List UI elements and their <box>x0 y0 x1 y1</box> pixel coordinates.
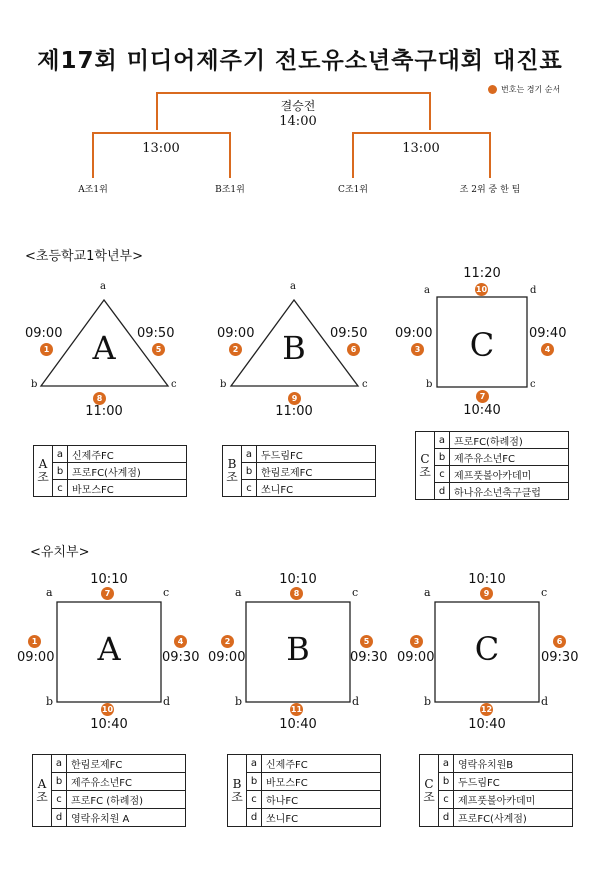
match-time: 10:40 <box>90 717 128 732</box>
team-name: 제프풋볼아카데미 <box>450 466 569 483</box>
team-key: a <box>52 755 67 773</box>
match-order-badge: 1 <box>28 635 41 648</box>
group-name: B <box>282 329 306 367</box>
match-order-badge: 3 <box>411 343 424 356</box>
vertex-a: a <box>235 586 242 599</box>
team-name: 프로FC (하례점) <box>67 791 186 809</box>
vertex-c: c <box>362 379 368 390</box>
team-key: b <box>242 463 257 480</box>
team-key: b <box>53 463 68 480</box>
team-key: b <box>435 449 450 466</box>
match-time: 10:10 <box>90 572 128 587</box>
team-key: d <box>247 809 262 827</box>
section-kindergarten: <유치부> <box>30 545 90 560</box>
slot-a1: A조1위 <box>78 185 108 195</box>
match-order-badge: 11 <box>290 705 303 714</box>
team-table-kg-a <box>32 754 186 827</box>
vertex-b: b <box>424 695 432 708</box>
vertex-d: d <box>352 695 360 708</box>
semi-left-time: 13:00 <box>142 141 180 156</box>
vertex-b: b <box>31 379 38 390</box>
group-name: C <box>469 326 495 364</box>
team-name: 하나FC <box>262 791 381 809</box>
final-time: 14:00 <box>279 114 317 129</box>
vertex-a: a <box>46 586 53 599</box>
match-order-badge: 6 <box>553 635 566 648</box>
match-time: 09:00 <box>217 326 255 341</box>
team-name: 프로FC(하례점) <box>450 432 569 449</box>
team-key: b <box>52 773 67 791</box>
match-time: 09:00 <box>208 650 246 665</box>
team-table-kg-b <box>227 754 381 827</box>
team-key: d <box>52 809 67 827</box>
match-time: 09:30 <box>541 650 579 665</box>
team-name: 영락유치원B <box>454 755 573 773</box>
team-name: 한림로제FC <box>67 755 186 773</box>
match-time: 10:10 <box>279 572 317 587</box>
team-key: d <box>439 809 454 827</box>
match-order-badge: 7 <box>101 587 114 600</box>
match-time: 09:50 <box>330 326 368 341</box>
match-time: 09:30 <box>350 650 388 665</box>
vertex-c: c <box>171 379 177 390</box>
team-name: 두드림FC <box>257 446 376 463</box>
match-time: 10:40 <box>468 717 506 732</box>
match-order-badge: 1 <box>40 343 53 356</box>
match-time: 10:10 <box>468 572 506 587</box>
group-label: B조 <box>223 446 242 497</box>
team-name: 제주유소년FC <box>67 773 186 791</box>
team-name: 바모스FC <box>262 773 381 791</box>
vertex-a: a <box>100 281 106 292</box>
team-name: 프로FC(사계점) <box>68 463 187 480</box>
match-time: 09:50 <box>137 326 175 341</box>
vertex-d: d <box>541 695 549 708</box>
vertex-c: c <box>541 586 548 599</box>
team-key: b <box>439 773 454 791</box>
team-key: b <box>247 773 262 791</box>
slot-b1: B조1위 <box>215 185 245 195</box>
section-elementary: <초등학교1학년부> <box>25 249 143 264</box>
vertex-a: a <box>424 285 430 296</box>
team-name: 제주유소년FC <box>450 449 569 466</box>
match-time: 09:40 <box>529 326 567 341</box>
match-time: 09:00 <box>25 326 63 341</box>
match-order-badge: 3 <box>410 635 423 648</box>
slot-runner-up: 조 2위 중 한 팀 <box>459 185 521 195</box>
team-name: 쏘니FC <box>262 809 381 827</box>
team-key: c <box>435 466 450 483</box>
match-time: 11:00 <box>275 404 313 419</box>
vertex-a: a <box>290 281 296 292</box>
match-time: 09:00 <box>395 326 433 341</box>
team-key: c <box>242 480 257 497</box>
match-order-badge: 4 <box>541 343 554 356</box>
group-name: A <box>92 329 116 367</box>
semi-right-time: 13:00 <box>402 141 440 156</box>
match-time: 10:40 <box>279 717 317 732</box>
team-key: d <box>435 483 450 500</box>
match-order-badge: 6 <box>347 343 360 356</box>
team-name: 신제주FC <box>68 446 187 463</box>
group-name: B <box>286 630 310 668</box>
match-order-badge: 10 <box>475 285 488 294</box>
team-name: 신제주FC <box>262 755 381 773</box>
vertex-a: a <box>424 586 431 599</box>
match-time: 09:30 <box>162 650 200 665</box>
team-key: a <box>247 755 262 773</box>
match-order-badge: 4 <box>174 635 187 648</box>
vertex-c: c <box>530 379 536 390</box>
match-time: 10:40 <box>463 403 501 418</box>
team-table-kg-c <box>419 754 573 827</box>
final-label: 결승전 <box>280 99 316 113</box>
legend-text: 번호는 경기 순서 <box>501 85 561 94</box>
group-label: A조 <box>34 446 53 497</box>
vertex-c: c <box>352 586 359 599</box>
team-name: 한림로제FC <box>257 463 376 480</box>
group-label: B조 <box>228 755 247 827</box>
vertex-c: c <box>163 586 170 599</box>
match-time: 11:00 <box>85 404 123 419</box>
match-time: 09:00 <box>17 650 55 665</box>
group-name: C <box>474 630 500 668</box>
match-order-badge: 10 <box>101 705 114 714</box>
match-order-badge: 8 <box>290 587 303 600</box>
vertex-d: d <box>530 285 537 296</box>
team-key: c <box>53 480 68 497</box>
team-key: a <box>53 446 68 463</box>
group-name: A <box>97 630 121 668</box>
match-order-badge: 5 <box>152 343 165 356</box>
team-key: a <box>435 432 450 449</box>
match-order-badge: 9 <box>480 587 493 600</box>
vertex-b: b <box>46 695 54 708</box>
match-order-badge: 5 <box>360 635 373 648</box>
match-order-badge: 2 <box>221 635 234 648</box>
team-key: c <box>439 791 454 809</box>
team-name: 하나유소년축구클럽 <box>450 483 569 500</box>
team-name: 프로FC(사계점) <box>454 809 573 827</box>
match-time: 11:20 <box>463 266 501 281</box>
team-key: c <box>52 791 67 809</box>
vertex-b: b <box>426 379 433 390</box>
match-order-badge: 12 <box>480 705 493 714</box>
slot-c1: C조1위 <box>337 185 368 195</box>
match-order-badge: 8 <box>93 392 106 405</box>
team-name: 바모스FC <box>68 480 187 497</box>
team-key: c <box>247 791 262 809</box>
team-name: 두드림FC <box>454 773 573 791</box>
team-name: 제프풋볼아카데미 <box>454 791 573 809</box>
match-order-badge: 7 <box>476 390 489 403</box>
team-name: 영락유치원 A <box>67 809 186 827</box>
vertex-d: d <box>163 695 171 708</box>
vertex-b: b <box>235 695 243 708</box>
group-label: C조 <box>420 755 439 827</box>
team-key: a <box>439 755 454 773</box>
group-label: A조 <box>33 755 52 827</box>
vertex-b: b <box>220 379 227 390</box>
match-order-badge: 9 <box>288 392 301 405</box>
group-label: C조 <box>416 432 435 500</box>
team-name: 쏘니FC <box>257 480 376 497</box>
match-time: 09:00 <box>397 650 435 665</box>
team-key: a <box>242 446 257 463</box>
page-title: 제17회 미디어제주기 전도유소년축구대회 대진표 <box>37 48 563 74</box>
match-order-badge: 2 <box>229 343 242 356</box>
